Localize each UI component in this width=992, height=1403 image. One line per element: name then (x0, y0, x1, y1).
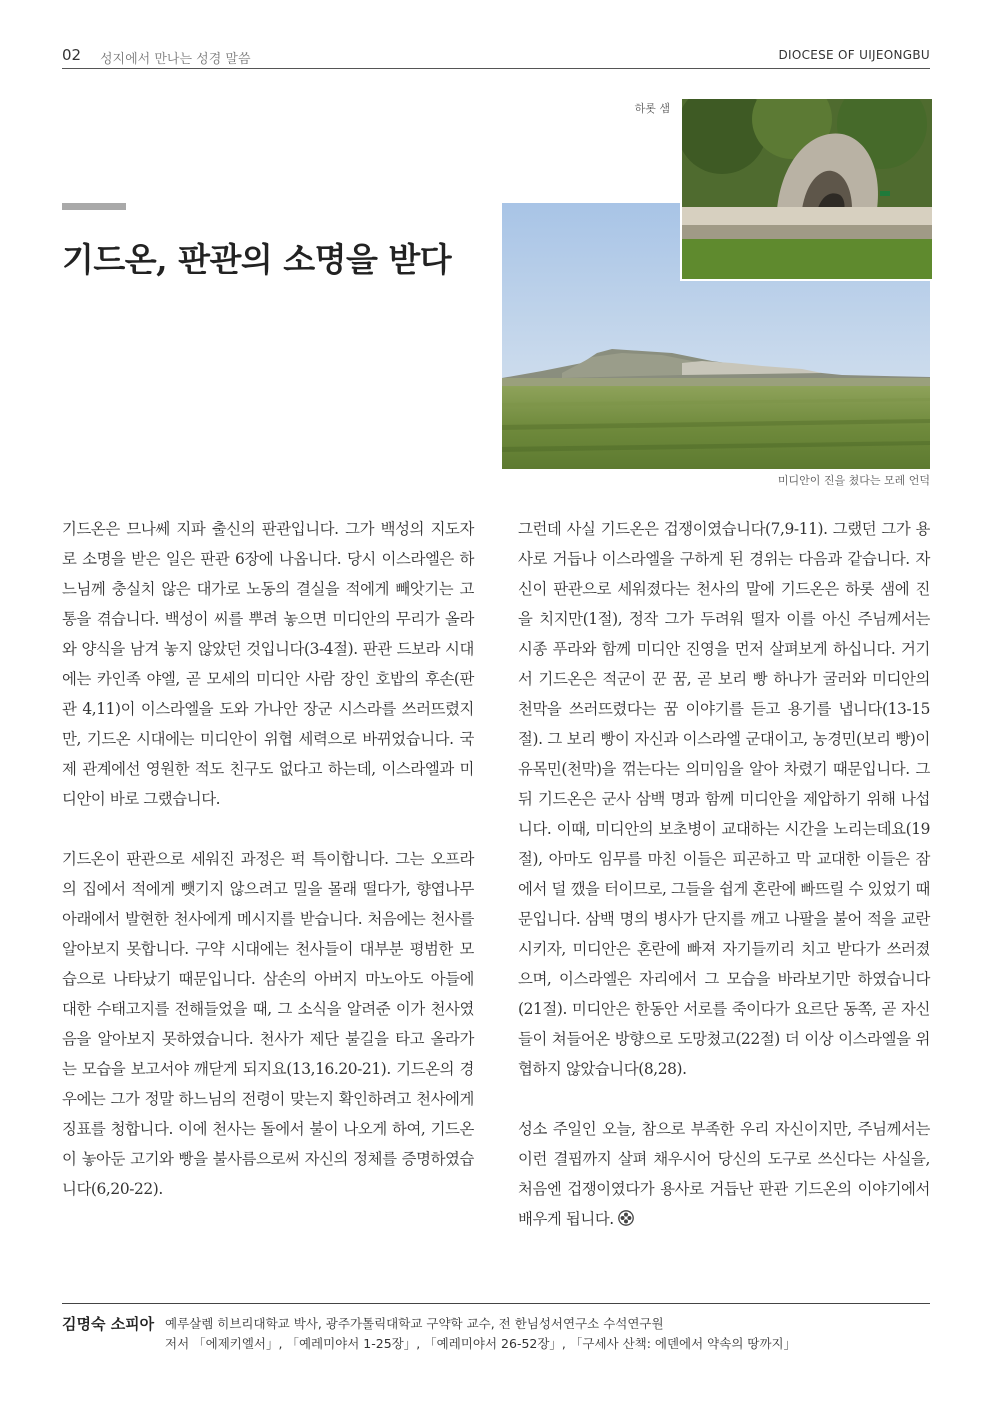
harod-spring-photo (680, 97, 934, 281)
page-header (62, 44, 930, 69)
publisher-name: DIOCESE OF UIJEONGBU (778, 48, 930, 62)
author-credentials: 예루살렘 히브리대학교 박사, 광주가톨릭대학교 구약학 교수, 전 한님성서연구소 수석연구원 (165, 1316, 664, 1331)
body-paragraph-last (518, 1114, 930, 1234)
author-name: 김명숙 소피아 (62, 1315, 155, 1333)
author-bio (165, 1314, 796, 1354)
body-paragraph: 그런데 사실 기드온은 겁쟁이였습니다(7,9-11). 그랬던 그가 용사로 거듭나 이스라엘을 구하게 된 경위는 다음과 같습니다. 자신이 판관으로 세워졌다는 천사의 말에 기드온은 하롯 샘에 진을 치지만(1절), 정작 그가 두려워 떨자 이를 아신 주님께서는 시종 푸라와 함께 미디안 진영을 먼저 살펴보게 하십니다. 거기서 기드온은 적군이 꾼 꿈, 곧 보리 빵 하나가 굴러와 미디안의 천막을 쓰러뜨렸다는 꿈 이야기를 듣고 용기를 냅니다(13-15절). 그 보리 빵이 자신과 이스라엘 군대이고, 농경민(보리 빵)이 유목민(천막)을 꺾는다는 의미임을 알아 차렸기 때문입니다. 그 뒤 기드온은 군사 삼백 명과 함께 미디안을 제압하기 위해 나섭니다. 이때, 미디안의 보초병이 교대하는 시간을 노리는데요(19절), 아마도 임무를 마친 이들은 피곤하고 막 교대한 이들은 잠에서 덜 깼을 터이므로, 그들을 쉽게 혼란에 빠뜨릴 수 있었기 때문입니다. 삼백 명의 병사가 단지를 깨고 나팔을 불어 적을 교란시키자, 미디안은 혼란에 빠져 자기들끼리 치고 받다가 쓰러졌으며, 이스라엘은 자리에서 그 모습을 바라보기만 하였습니다(21절). 미디안은 한동안 서로를 죽이다가 요르단 동쪽, 곧 자신들이 쳐들어온 방향으로 도망쳤고(22절) 더 이상 이스라엘을 위협하지 않았습니다(8,28). (518, 520, 930, 1078)
spring-photo-caption: 하롯 샘 (634, 102, 670, 115)
flower-end-icon (618, 1210, 634, 1226)
author-works: 저서 「에제키엘서」, 「예레미야서 1-25장」, 「예레미야서 26-52장」, 「구세사 산책: 에덴에서 약속의 땅까지」 (165, 1336, 797, 1351)
body-paragraph: 기드온이 판관으로 세워진 과정은 퍽 특이합니다. 그는 오프라의 집에서 적에게 뺏기지 않으려고 밀을 몰래 떨다가, 향엽나무 아래에서 발현한 천사에게 메시지를 받습니다. 처음에는 천사를 알아보지 못합니다. 구약 시대에는 천사들이 대부분 평범한 모습으로 나타났기 때문입니다. 삼손의 아버지 마노아도 아들에 대한 수태고지를 전해들었을 때, 그 소식을 알려준 이가 천사였음을 알아보지 못하였습니다. 천사가 제단 불길을 타고 올라가는 모습을 보고서야 깨닫게 되지요(13,16.20-21). 기드온의 경우에는 그가 정말 하느님의 전령이 맞는지 확인하려고 천사에게 징표를 청합니다. 이에 천사는 돌에서 불이 나오게 하여, 기드온이 놓아둔 고기와 빵을 불사름으로써 자신의 정체를 증명하였습니다(6,20-22). (62, 850, 474, 1198)
section-title: 성지에서 만나는 성경 말씀 (100, 52, 251, 67)
footer-divider (62, 1303, 930, 1304)
moreh-photo-caption: 미디안이 진을 쳤다는 모레 언덕 (777, 474, 930, 487)
body-column-right (518, 514, 930, 1264)
article-title: 기드온, 판관의 소명을 받다 (62, 240, 452, 279)
body-column-left (62, 514, 474, 1234)
page-number: 02 (62, 46, 82, 64)
body-paragraph-text: 성소 주일인 오늘, 참으로 부족한 우리 자신이지만, 주님께서는 이런 결핍까지 살펴 채우시어 당신의 도구로 쓰신다는 사실을, 처음엔 겁쟁이였다가 용사로 거듭난 판관 기드온의 이야기에서 배우게 됩니다. (518, 1120, 930, 1228)
body-paragraph: 기드온은 므나쎄 지파 출신의 판관입니다. 그가 백성의 지도자로 소명을 받은 일은 판관 6장에 나옵니다. 당시 이스라엘은 하느님께 충실치 않은 대가로 노동의 결실을 적에게 빼앗기는 고통을 겪습니다. 백성이 씨를 뿌려 놓으면 미디안의 무리가 올라와 양식을 남겨 놓지 않았던 것입니다(3-4절). 판관 드보라 시대에는 카인족 야엘, 곧 모세의 미디안 사람 장인 호밥의 후손(판관 4,11)이 이스라엘을 도와 가나안 장군 시스라를 쓰러뜨렸지만, 기드온 시대에는 미디안이 위협 세력으로 바뀌었습니다. 국제 관계에선 영원한 적도 친구도 없다고 하는데, 이스라엘과 미디안이 바로 그랬습니다. (62, 520, 474, 808)
title-accent-bar (62, 203, 126, 210)
